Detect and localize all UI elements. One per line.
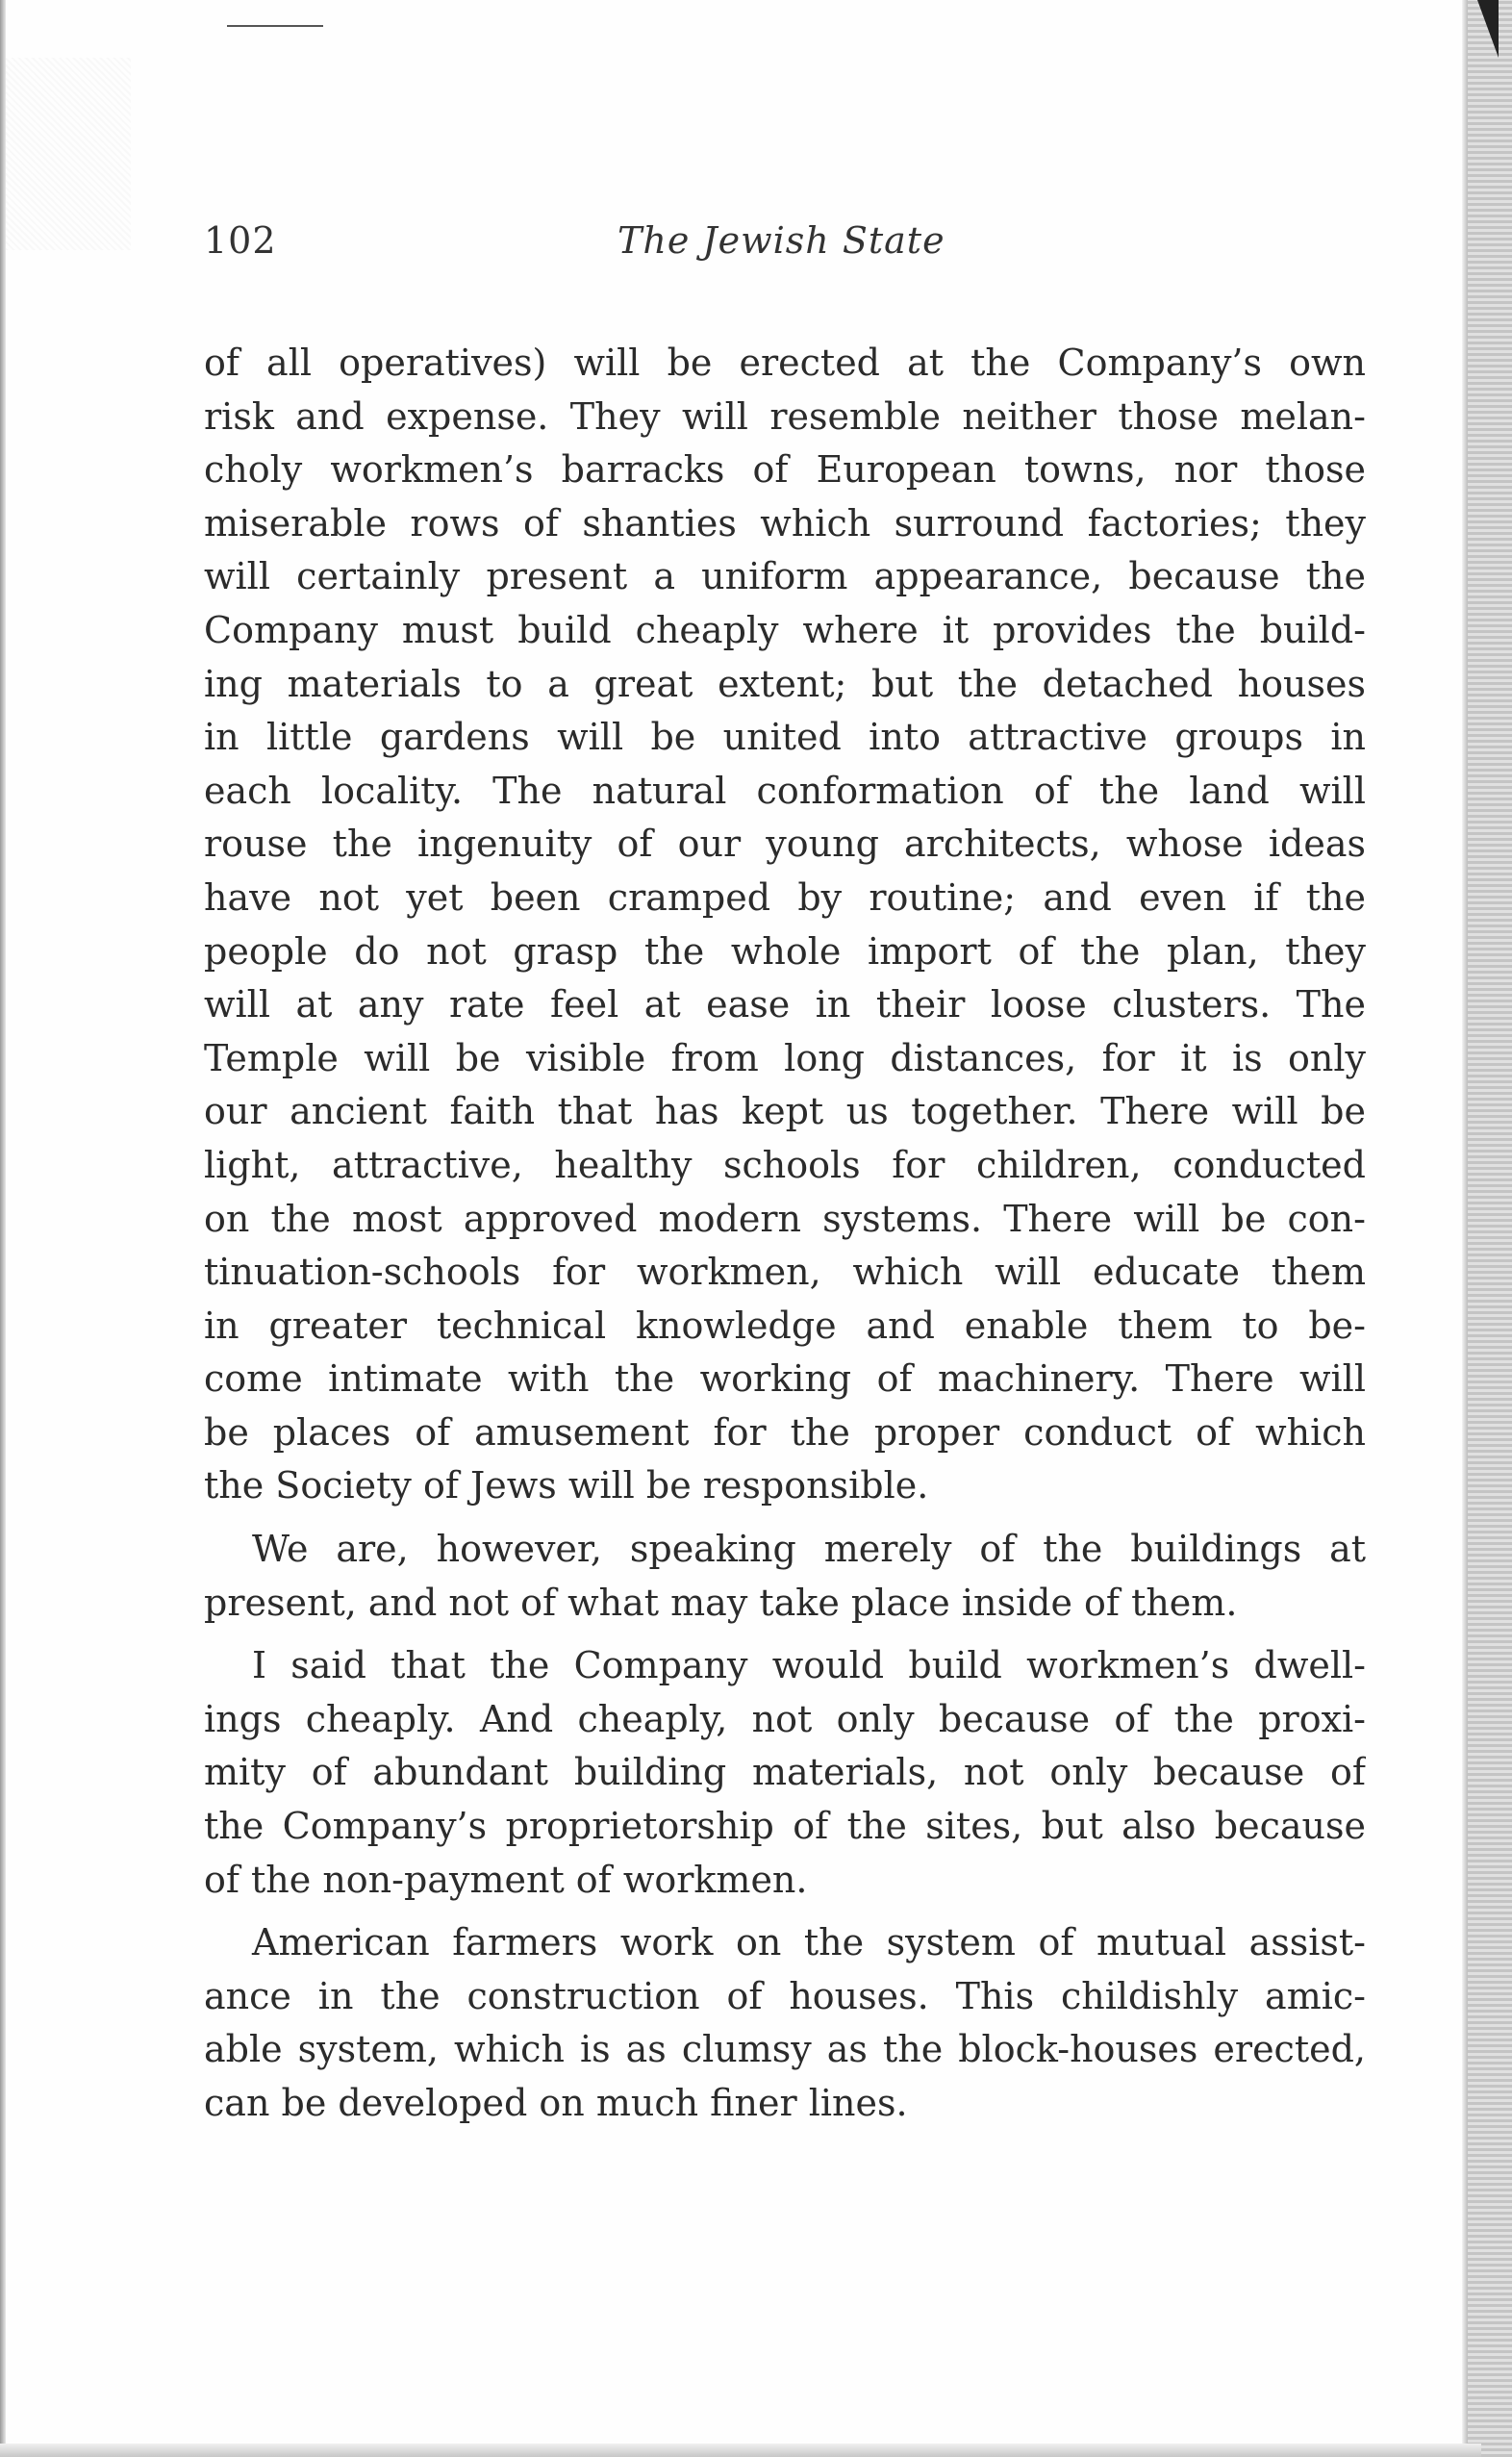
scan-top-mark [227,25,323,27]
text-line: risk and expense. They will resemble neither those melan- [204,394,1366,438]
text-line: American farmers work on the system of mutual assist- [252,1921,1366,1964]
text-line: people do not grasp the whole import of the plan, they [204,929,1366,973]
text-line: able system, which is as clumsy as the block-houses erected, [204,2028,1366,2071]
text-line: choly workmen’s barracks of European towns, nor those [204,448,1366,492]
text-line: our ancient faith that has kept us together. There will be [204,1090,1366,1133]
text-line: each locality. The natural conformation of the land will [204,769,1366,812]
text-line: of the non-payment of workmen. [204,1858,808,1901]
paragraph [204,1916,1366,2130]
text-line: of all operatives) will be erected at the Company’s own [204,342,1366,384]
text-line: in little gardens will be united into attractive groups in [204,716,1366,759]
scan-noise [6,58,131,250]
text-line: will at any rate feel at ease in their loose clusters. The [204,983,1366,1026]
text-line: in greater technical knowledge and enable them to be- [204,1304,1366,1347]
text-line: be places of amusement for the proper conduct of which [204,1410,1366,1454]
text-line: ings cheaply. And cheaply, not only because of the proxi- [204,1697,1366,1740]
text-line: on the most approved modern systems. There will be con- [204,1197,1366,1240]
text-line: We are, however, speaking merely of the buildings at [252,1528,1366,1571]
text-line: Company must build cheaply where it provides the build- [204,608,1366,651]
text-line: present, and not of what may take place inside of them. [204,1581,1238,1624]
text-line: come intimate with the working of machinery. There will [204,1357,1366,1401]
paragraph [204,1523,1366,1630]
text-line: will certainly present a uniform appearance, because the [204,555,1366,598]
paragraph-gap [204,1907,1366,1916]
paragraph [204,337,1366,1513]
scan-bottom-edge [0,2444,1481,2457]
text-line: I said that the Company would build workmen’s dwell- [252,1644,1366,1687]
text-line: rouse the ingenuity of our young architects, whose ideas [204,823,1366,866]
text-line: the Company’s proprietorship of the sites, but also because [204,1805,1366,1848]
running-title: The Jewish State [617,219,945,262]
running-head [204,219,1366,277]
text-line: the Society of Jews will be responsible. [204,1464,929,1507]
text-line: Temple will be visible from long distances, for it is only [204,1036,1366,1079]
text-line: ance in the construction of houses. This childishly amic- [204,1974,1366,2017]
text-line: light, attractive, healthy schools for children, conducted [204,1143,1366,1186]
scan-corner-mark [1477,0,1499,58]
page-number: 102 [204,219,277,262]
paragraph [204,1639,1366,1907]
paragraph-gap [204,1513,1366,1523]
scan-right-edge [1468,0,1512,2457]
text-line: tinuation-schools for workmen, which will educate them [204,1251,1366,1294]
body-text [204,337,1366,2131]
text-line: mity of abundant building materials, not only because of [204,1751,1366,1794]
text-line: ing materials to a great extent; but the detached houses [204,662,1366,705]
text-line: can be developed on much finer lines. [204,2082,908,2124]
scan-left-edge [0,0,6,2457]
paragraph-gap [204,1630,1366,1639]
text-line: miserable rows of shanties which surround factories; they [204,501,1366,545]
text-line: have not yet been cramped by routine; and even if the [204,875,1366,919]
